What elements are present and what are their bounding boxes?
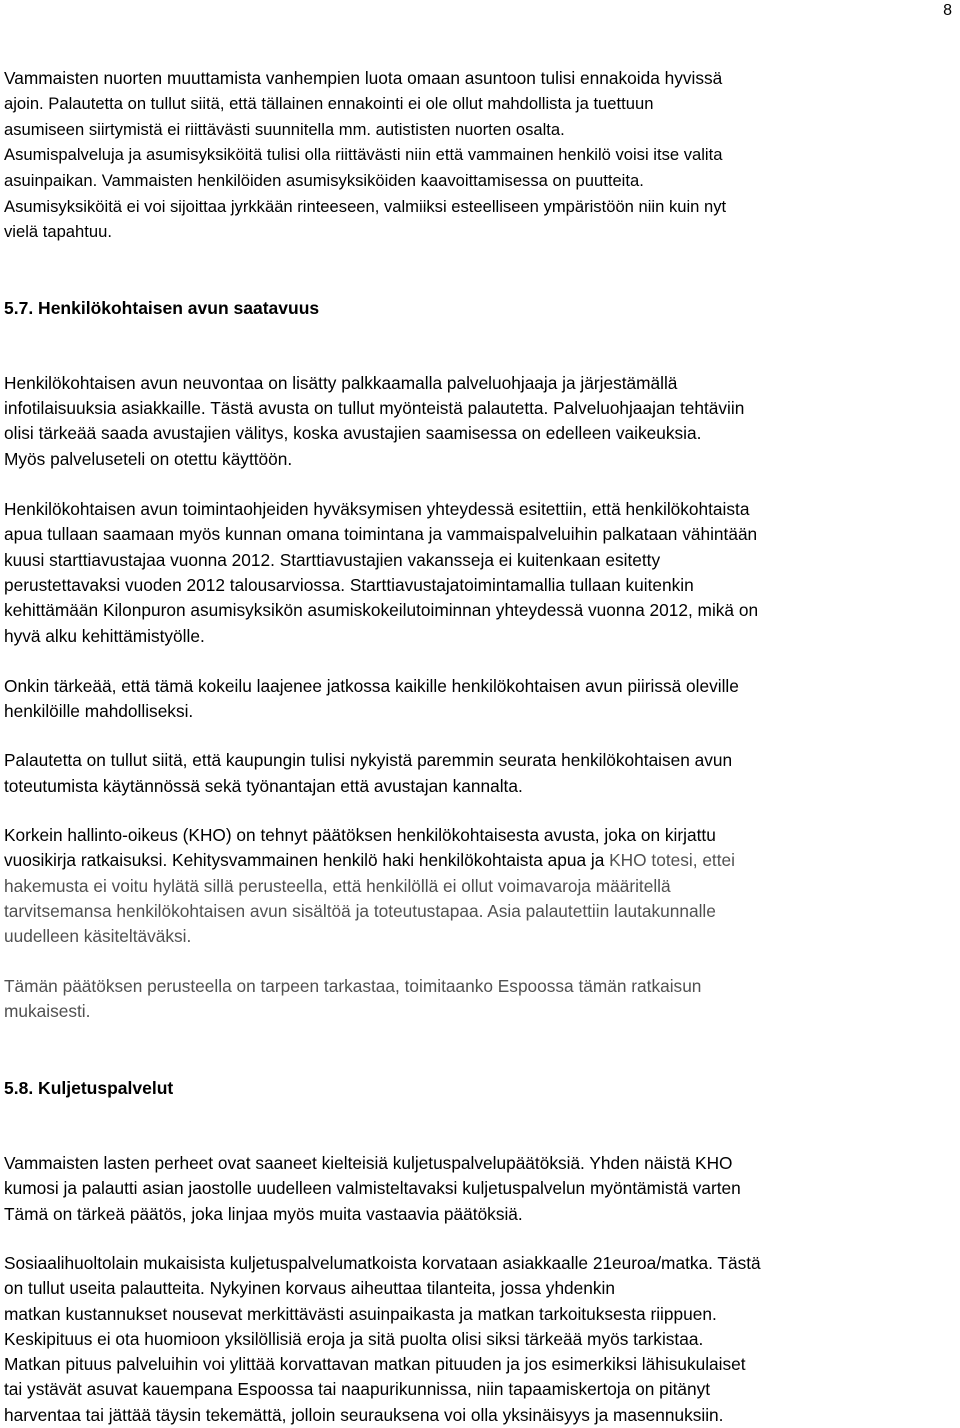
paragraph: Onkin tärkeää, että tämä kokeilu laajenee jatkossa kaikille henkilökohtaisen avun piirissä oleville henkilöille mahdolliseksi. (4, 675, 739, 722)
paragraph: Tämän päätöksen perusteella on tarpeen tarkastaa, toimitaanko Espoossa tämän ratkaisun mukaisesti. (4, 975, 702, 1021)
section-5-8 (4, 1075, 956, 1428)
intro-section (4, 66, 956, 245)
paragraph: Sosiaalihuoltolain mukaisista kuljetuspalvelumatkoista korvataan asiakkaalle 21euroa/matka. Tästä on tullut useita palautteita. Nykyinen korvaus aiheuttaa tilanteita, jossa yhdenkin matkan kustannukset nousevat merkittävästi asuinpaikasta ja matkan tarkoituksesta riippuen. Keskipituus ei ota huomioon yksilöllisiä eroja ja sitä puolta olisi siksi tärkeää myös tarkistaa. Matkan pituus palveluihin voi ylittää korvattavan matkan pituuden ja jos esimerkiksi lähisukulaiset tai ystävät asuvat kauempana Espoossa tai naapurikunnissa, niin tapaamiskertoja on pitänyt harventaa tai jättää täysin tekemättä, jolloin seurauksena voi olla yksinäisyys ja masennuksiin. (4, 1252, 761, 1425)
paragraph-text: Korkein hallinto-oikeus (KHO) on tehnyt päätöksen henkilökohtaisesta avusta, joka on kirjattu vuosikirja ratkaisuksi. Kehitysvammainen henkilö haki henkilökohtaista apua ja (4, 825, 716, 871)
paragraph: Vammaisten lasten perheet ovat saaneet kielteisiä kuljetuspalvelupäätöksiä. Yhden näistä KHO kumosi ja palautti asian jaostolle uudelleen valmisteltavaksi kuljetuspalvelun myöntämistä varten Tämä on tärkeä päätös, joka linjaa myös muita vastaavia päätöksiä. (4, 1153, 741, 1224)
paragraph-text-grey: KHO totesi, ettei hakemusta ei voitu hylätä sillä perusteella, että henkilöllä ei ollut voimavaroja määritellä tarvitsemansa henkilökohtaisen avun sisältöä ja toteutustapaa. Asia palautettiin lautakunnalle uudelleen käsiteltäväksi. (4, 850, 735, 947)
paragraph: Henkilökohtaisen avun toimintaohjeiden hyväksymisen yhteydessä esitettiin, että henkilökohtaista apua tullaan saamaan myös kunnan omana toimintana ja vammaispalveluihin palkataan vähintään kuusi starttiavustajaa vuonna 2012. Starttiavustajien vakansseja ei kuitenkaan esitetty perustettavaksi vuoden 2012 talousarviossa. Starttiavustajatoimintamallia tullaan kuitenkin kehittämään Kilonpuron asumisyksikön asumiskokeilutoiminnan yhteydessä vuonna 2012, mikä on hyvä alku kehittämistyölle. (4, 499, 759, 646)
paragraph (4, 823, 956, 949)
page-number: 8 (943, 2, 952, 19)
intro-paragraph (4, 66, 956, 245)
intro-paragraph-rest: ajoin. Palautetta on tullut siitä, että tällainen ennakointi ei ole ollut mahdollista ja tuettuun asumiseen siirtymistä ei riittävästi suunnitella mm. autististen nuorten osalta. Asumispalveluja ja asumisyksiköitä tulisi olla riittävästi niin että vammainen henkilö voisi itse valita asuinpaikan. Vammaisten henkilöiden asumisyksiköiden kaavoittamisessa on puutteita. Asumisyksiköitä ei voi sijoittaa jyrkkään rinteeseen, valmiiksi esteelliseen ympäristöön niin kuin nyt vielä tapahtuu. (4, 94, 727, 242)
section-heading: 5.7. Henkilökohtaisen avun saatavuus (4, 297, 320, 318)
section-heading: 5.8. Kuljetuspalvelut (4, 1078, 174, 1099)
paragraph: Henkilökohtaisen avun neuvontaa on lisätty palkkaamalla palveluohjaaja ja järjestämällä infotilaisuuksia asiakkaille. Tästä avusta on tullut myönteistä palautetta. Palveluohjaajan tehtäviin olisi tärkeää saada avustajien välitys, koska avustajien saamisessa on edelleen vaikeuksia. Myös palveluseteli on otettu käyttöön. (4, 372, 745, 469)
paragraph: Palautetta on tullut siitä, että kaupungin tulisi nykyistä paremmin seurata henkilökohtaisen avun toteutumista käytännössä sekä työnantajan että avustajan kannalta. (4, 750, 733, 796)
intro-first-line: Vammaisten nuorten muuttamista vanhempien luota omaan asuntoon tulisi ennakoida hyvissä (4, 68, 723, 88)
section-5-7 (4, 295, 956, 1024)
document-body (4, 66, 956, 1428)
